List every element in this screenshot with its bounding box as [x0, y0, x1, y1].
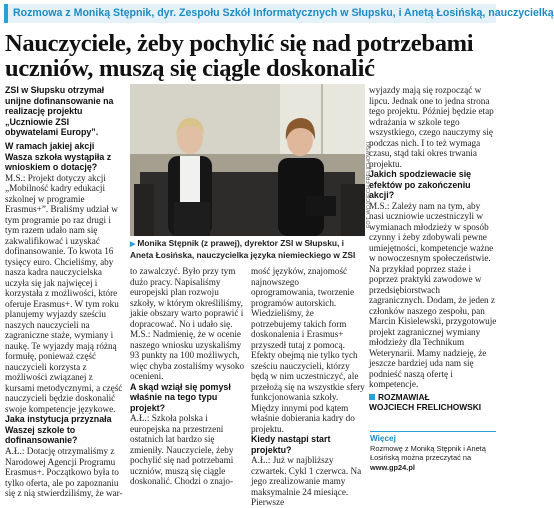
byline-square-icon [369, 394, 375, 400]
byline-name: WOJCIECH FRELICHOWSKI [369, 401, 482, 412]
question-5: Jakich spodziewacie się efektów po zakończeniu akcji? [369, 169, 472, 201]
byline-label: ROZMAWIAŁ [378, 391, 430, 402]
article-column-1 [5, 85, 124, 499]
banner-text: Rozmowa z Moniką Stępnik, dyr. Zespołu Szkół Informatycznych w Słupsku, i Anetą Łosińską, nauczycielką [13, 7, 554, 19]
paragraph: mość języków, znajomość najnowszego oprogramowania, tworzenie programów autorskich. Wiedzieliśmy, że potrzebujemy takich form doskonalenia i Erasmus+ przyszedł tutaj z pomocą. Efekty obejmą nie tylko tych sześciu nauczycieli, którzy będą w nim uczestniczyć, ale przełożą się na wszystkie sfery funkcjonowania szkoły. Między innymi pod kątem właśnie dobierania kadry do projektu. [251, 266, 365, 434]
paragraph: M.S.: Nadmienię, że w ocenie naszego wniosku uzyskaliśmy 93 punkty na 100 możliwych, więc chyba zostaliśmy wysoko ocenieni. [130, 329, 245, 381]
photo-credit: FOT. WOJCIECH FRELICHOWSKI [366, 141, 372, 228]
photo-caption-text: Monika Stępnik (z prawej), dyrektor ZSI w Słupsku, i Aneta Łosińska, nauczycielka języka niemieckiego w ZSI [130, 238, 356, 261]
article-column-4 [369, 85, 497, 412]
article-headline: Nauczyciele, żeby pochylić się nad potrzebami uczniów, muszą się ciągle doskonalić [5, 30, 474, 82]
photo-caption [130, 238, 366, 261]
article-lead: ZSI w Słupsku otrzymał unijne dofinansowanie na realizację projektu „Uczniowie ZSI obywatelami Europy”. [5, 85, 114, 138]
paragraph: wyjazdy mają się rozpocząć w lipcu. Jednak one to jedna strona tego projektu. Później będzie etap wdrażania w szkole tego wszystkiego, czego nauczymy się podczas nich. I to też wymaga czasu, stąd taki okres trwania projektu. [369, 85, 494, 169]
answer-5: M.S.: Zależy nam na tym, aby nasi uczniowie uczestniczyli w wymianach młodzieży w sposób czynny i żeby zdobywali pewne umiejętności, kompetencje ważne w nowoczesnym społeczeństwie. Na przykład poprzez staże i poprzez praktyki zawodowe w przedsiębiorstwach zagranicznych. Dodam, że jeden z członków naszego zespołu, pan Marcin Kisielewski, przygotowuje projekt zagranicznej wymiany młodzieży dla Technikum Weterynarii. Mamy nadzieję, że jeszcze bardziej uda nam się podnieść naszą ofertę i kompetencje. [369, 200, 497, 390]
caption-arrow-icon: ▶ [130, 241, 136, 248]
more-text: Rozmowę z Moniką Stępnik i Anetą Łosińską można przeczytać na [370, 443, 486, 463]
answer-3: A.Ł.: Szkoła polska i europejska na przestrzeni ostatnich lat bardzo się zmieniły. Nauczyciele, żeby pochylić się nad potrzebami uczniów, muszą się ciągle doskonalić. Chodzi o znajo- [130, 413, 234, 487]
answer-1: M.S.: Projekt dotyczy akcji „Mobilność kadry edukacji szkolnej w programie Erasmus+”. Braliśmy udział w tym programie po raz drugi i tym razem udało nam się zakwalifikować i uzyskać dofinansowanie. To kwota 16 tysięcy euro. Chcieliśmy, aby nasza kadra nauczycielska uczyła się jak najwięcej i korzystała z możliwości, które oferuje Erasmus+. W tym roku planujemy wyjazdy sześciu naszych nauczycieli na zagraniczne staże, wymiany i naukę. Te wyjazdy mają różną formułę, ponieważ część nauczycieli korzysta z możliwości związanej z kursami metodycznymi, a część nauczycieli będzie doskonalić swoje kompetencje językowe. [5, 172, 123, 414]
answer-2: A.Ł.: Dotację otrzymaliśmy z Narodowej Agencji Programu Erasmus+. Początkowo była to tylko oferta, ale po zapoznaniu się z nią stwierdziliśmy, że war- [5, 446, 123, 499]
article-photo [130, 84, 365, 236]
author-byline [369, 392, 497, 412]
paragraph: to zawalczyć. Było przy tym dużo pracy. Napisaliśmy europejski plan rozwoju szkoły, w którym określiliśmy, jakie obszary warto poprawić i dopracować. No i udało się. [130, 266, 244, 329]
answer-4: A.Ł.: Już w najbliższy czwartek. Cykl 1 czerwca. Na jego zrealizowanie mamy maksymalnie 24 miesiące. Pierwsze [251, 455, 362, 508]
article-column-3 [251, 266, 365, 508]
section-banner [4, 4, 554, 23]
article-column-2 [130, 266, 246, 487]
more-url-link[interactable]: www.gp24.pl [370, 462, 415, 472]
photo-illustration [130, 84, 365, 236]
question-1: W ramach jakiej akcji Wasza szkoła wystąpiła z wnioskiem o dotację? [5, 140, 112, 173]
question-2: Jaka instytucja przyznała Waszej szkole to dofinansowanie? [5, 414, 112, 446]
more-tag: Więcej [370, 434, 396, 443]
question-3: A skąd wziął się pomysł właśnie na tego typu projekt? [130, 381, 231, 413]
more-info-box [370, 431, 496, 472]
question-4: Kiedy nastąpi start projektu? [251, 434, 331, 455]
